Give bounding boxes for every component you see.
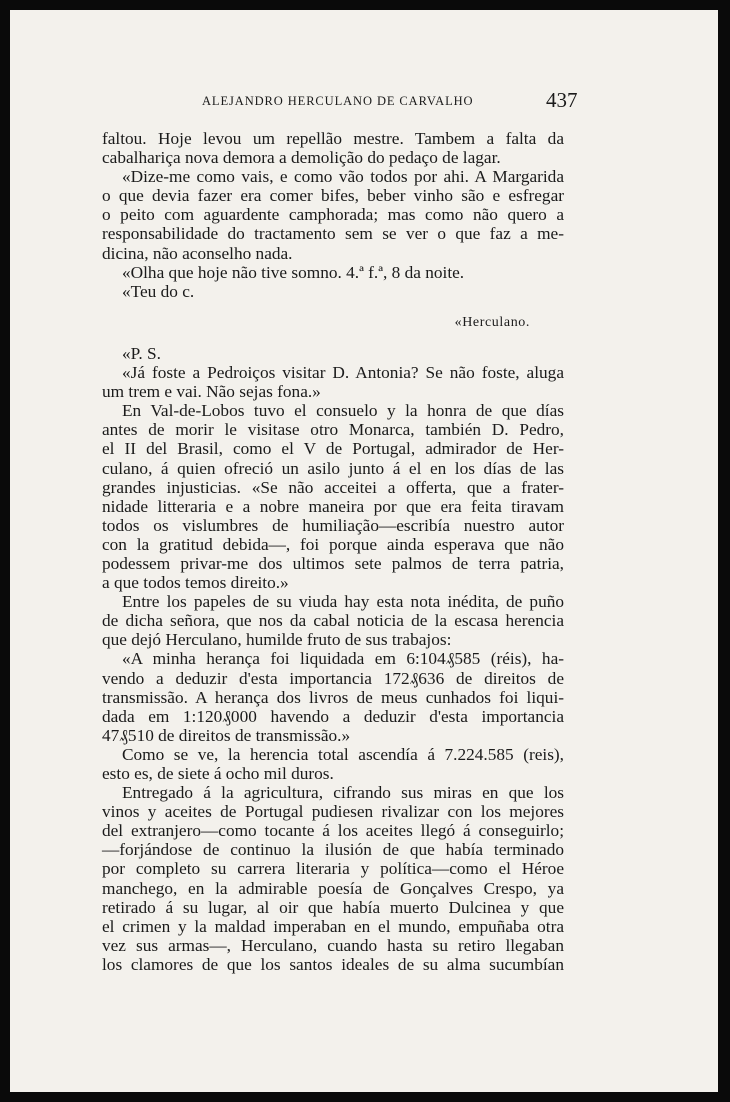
text-line: grandes injusticias. «Se não acceitei a offerta, que a frater-: [102, 477, 564, 497]
text-line: que dejó Herculano, humilde fruto de sus trabajos:: [102, 630, 452, 650]
text-line: el II del Brasil, como el V de Portugal, admirador de Her-: [102, 439, 564, 459]
text-line: Entregado á la agricultura, cifrando sus miras en que los: [122, 783, 564, 803]
text-line: el crimen y la maldad imperaban en el mundo, empuñaba otra: [102, 916, 564, 936]
text-line: responsabilidade do tractamento sem se ver o que faz a me-: [102, 224, 564, 244]
text-line: transmissão. A herança dos livros de meus cunhados foi liqui-: [102, 687, 564, 707]
text-line: todos os vislumbres de humiliação—escribía nuestro autor: [102, 515, 564, 535]
text-line: culano, á quien ofreció un asilo junto á el en los días de las: [102, 458, 564, 478]
text-line: Como se ve, la herencia total ascendía á 7.224.585 (reis),: [122, 744, 564, 764]
text-line: um trem e vai. Não sejas fona.»: [102, 382, 321, 402]
text-line: nidade litteraria e a nobre maneira por que era feita tiravam: [102, 496, 564, 516]
text-line: antes de morir le visitase otro Monarca, también D. Pedro,: [102, 420, 564, 440]
text-line: vinos y aceites de Portugal pudiesen rivalizar con los mejores: [102, 802, 564, 822]
text-line: retirado á su lugar, al oir que había muerto Dulcinea y que: [102, 897, 564, 917]
text-line: «Dize-me como vais, e como vão todos por ahi. A Margarida: [122, 167, 564, 187]
text-line: «A minha herança foi liquidada em 6:104₰585 (réis), ha-: [122, 649, 564, 669]
text-line: «Teu do c.: [122, 281, 195, 301]
text-line: o peito com aguardente camphorada; mas como não quero a: [102, 205, 564, 225]
signature: «Herculano.: [454, 314, 530, 330]
running-title: ALEJANDRO HERCULANO DE CARVALHO: [202, 94, 474, 108]
text-line: manchego, en la admirable poesía de Gonçalves Crespo, ya: [102, 878, 564, 898]
text-line: esto es, de siete á ocho mil duros.: [102, 764, 334, 783]
text-line: «P. S.: [122, 343, 161, 363]
text-line: «Olha que hoje não tive somno. 4.ª f.ª, 8 da noite.: [122, 262, 465, 282]
text-line: «Já foste a Pedroiços visitar D. Antonia? Se não foste, aluga: [122, 363, 564, 383]
text-line: vendo a deduzir d'esta importancia 172₰636 de direitos de: [102, 668, 564, 688]
page-header: [10, 90, 718, 114]
text-line: dada em 1:120₰000 havendo a deduzir d'esta importancia: [102, 706, 564, 726]
text-line: del extranjero—como tocante á los aceites llegó á conseguirlo;: [102, 821, 564, 841]
text-line: de dicha señora, que nos da cabal noticia de la escasa herencia: [102, 611, 564, 631]
text-line: los clamores de que los santos ideales de su alma sucumbían: [102, 954, 564, 974]
text-line: En Val-de-Lobos tuvo el consuelo y la honra de que días: [122, 401, 564, 421]
text-line: dicina, não aconselho nada.: [102, 243, 293, 263]
book-page: [10, 10, 718, 1092]
text-line: cabalhariça nova demora a demolição do pedaço de lagar.: [102, 148, 501, 168]
text-line: por completo su carrera literaria y política—como el Héroe: [102, 859, 564, 879]
line-gap: [102, 332, 564, 344]
line-gap: [102, 301, 564, 313]
text-line: o que devia fazer era comer bifes, beber vinho são e esfregar: [102, 186, 564, 206]
text-line: podessem privar-me dos ultimos sete palmos de terra patria,: [102, 553, 564, 573]
text-line: 47₰510 de direitos de transmissão.»: [102, 725, 351, 745]
page-number: 437: [546, 88, 578, 112]
text-line: faltou. Hoje levou um repellão mestre. Tambem a falta da: [102, 129, 564, 148]
text-line: Entre los papeles de su viuda hay esta nota inédita, de puño: [122, 592, 564, 612]
text-line: a que todos temos direito.»: [102, 573, 289, 593]
text-line: —forjándose de continuo la ilusión de que había terminado: [102, 840, 564, 860]
body-text: [102, 129, 564, 974]
text-line: vez sus armas—, Herculano, cuando hasta su retiro llegaban: [102, 935, 564, 955]
text-line: con la gratitud debida—, foi porque ainda esperava que não: [102, 534, 564, 554]
